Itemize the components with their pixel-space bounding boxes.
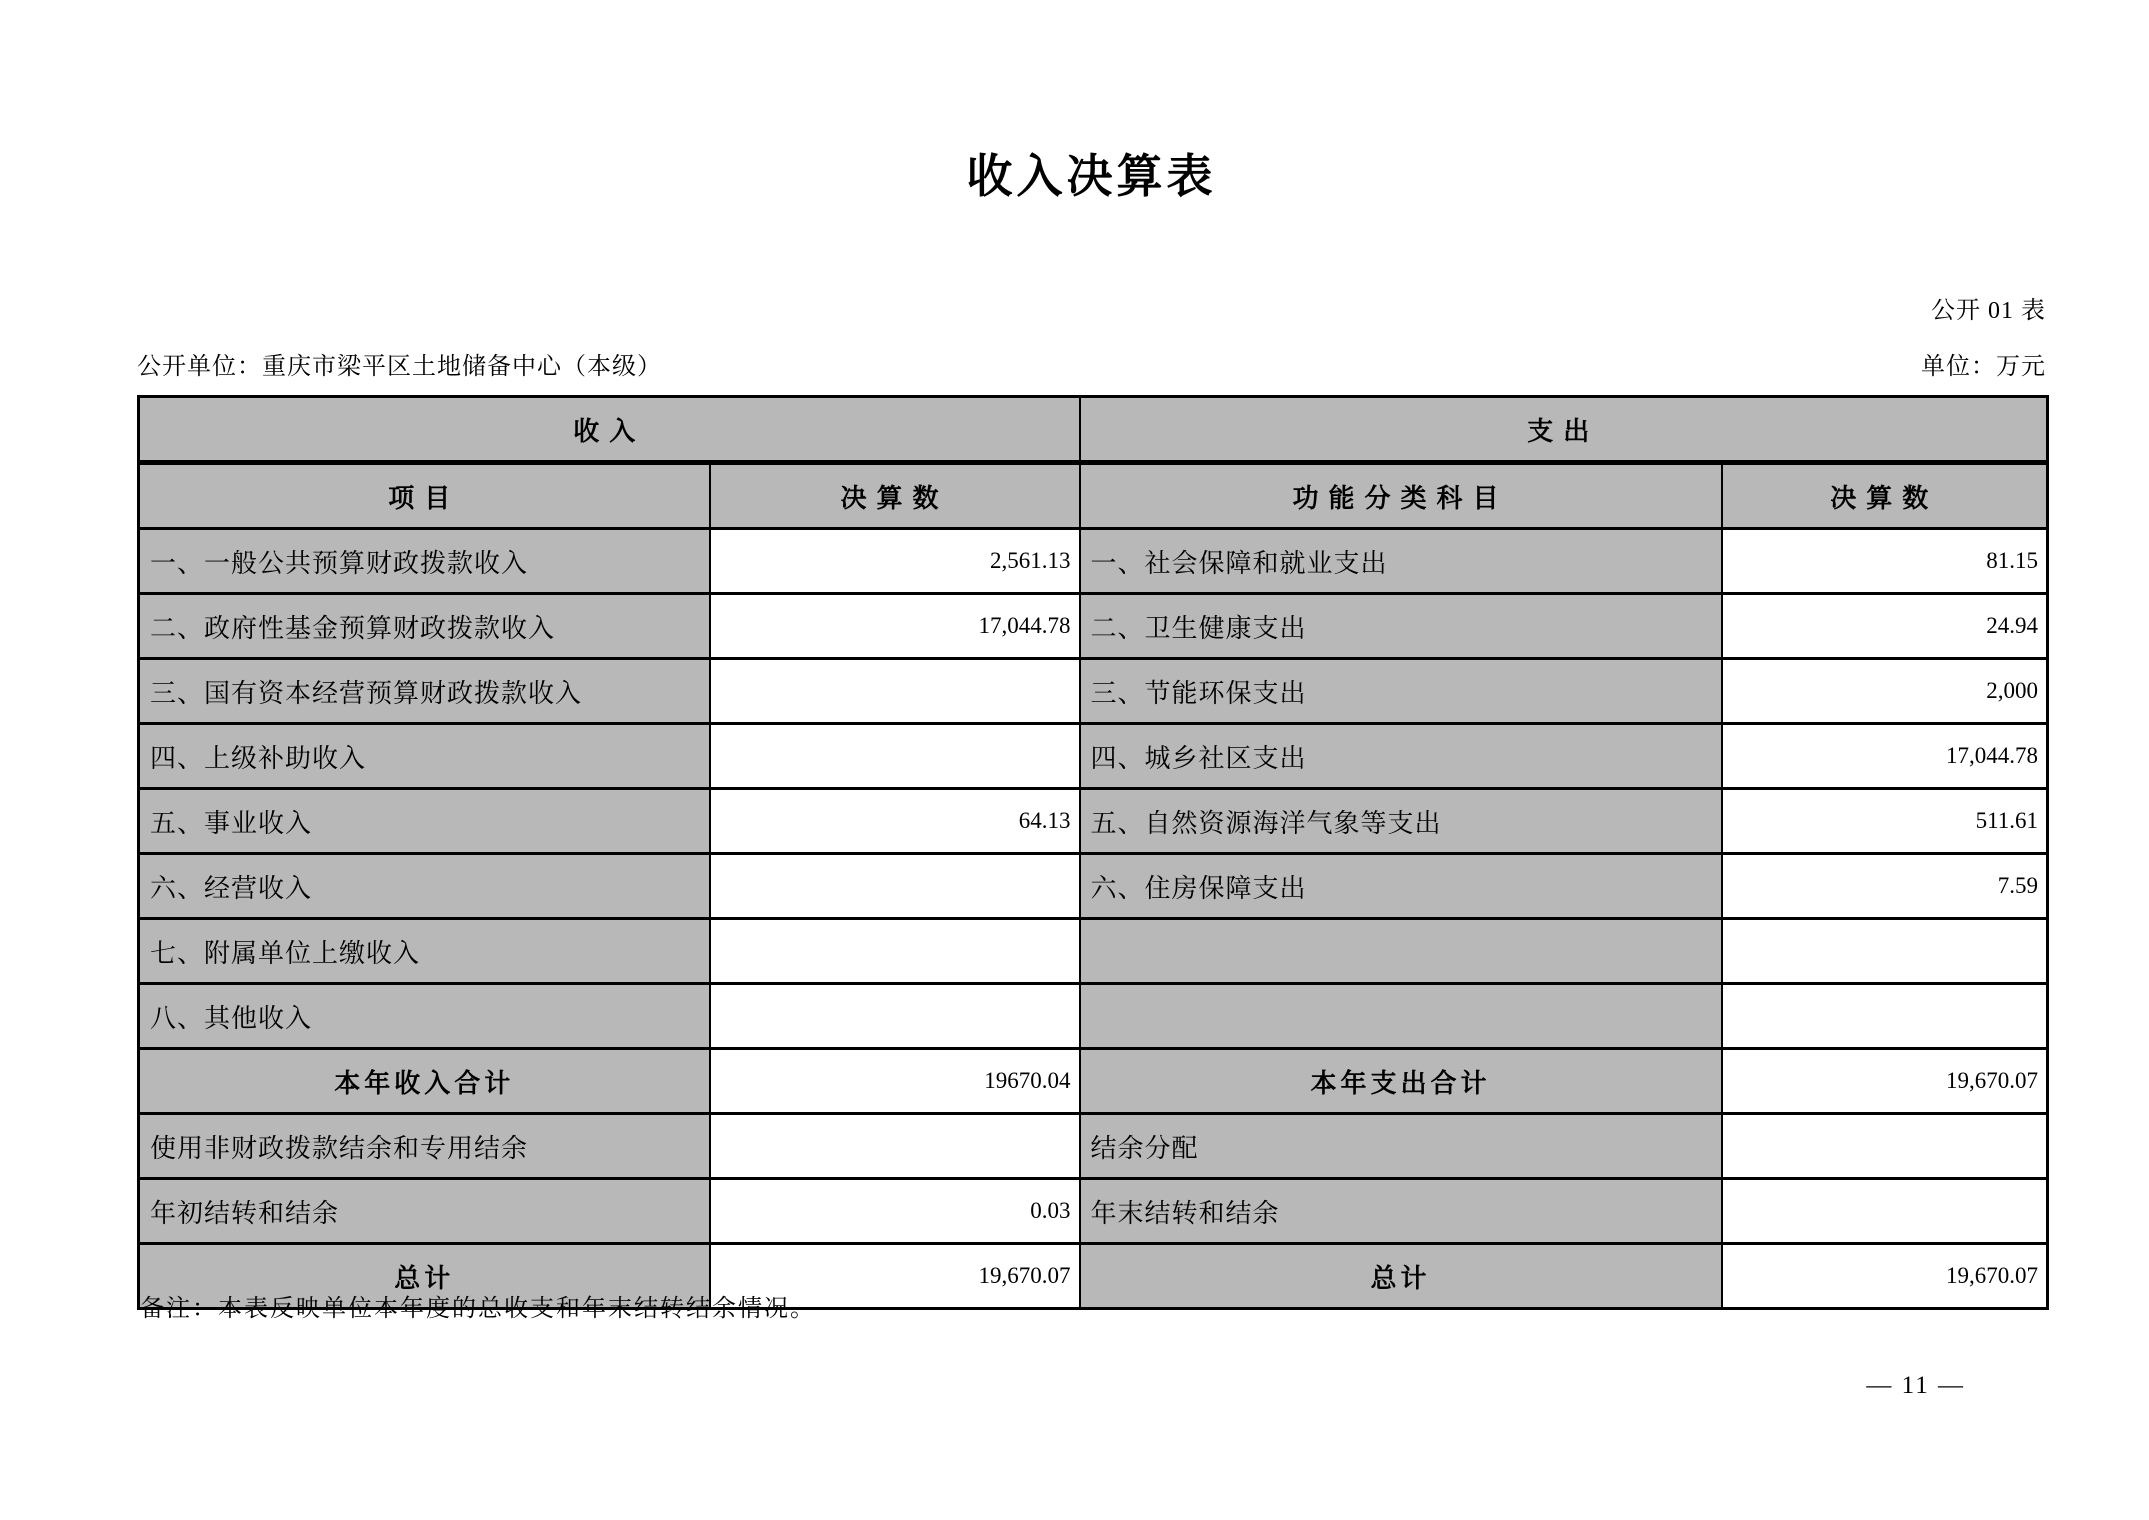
expense-total-label-cell: 本年支出合计 [1080, 1049, 1722, 1114]
expense-value-cell: 17,044.78 [1722, 724, 2048, 789]
table-row [139, 1114, 2048, 1179]
income-value-cell [710, 854, 1080, 919]
income-value-cell [710, 659, 1080, 724]
table-code-label: 公开 01 表 [1931, 298, 2046, 324]
expense-value-cell: 24.94 [1722, 594, 2048, 659]
table-row [139, 659, 2048, 724]
income-total-value-cell: 19670.04 [710, 1049, 1080, 1114]
income-item-cell: 三、国有资本经营预算财政拨款收入 [139, 659, 710, 724]
expense-item-cell: 结余分配 [1080, 1114, 1722, 1179]
income-item-column-header: 项目 [139, 463, 710, 529]
income-item-cell: 八、其他收入 [139, 984, 710, 1049]
income-item-cell: 七、附属单位上缴收入 [139, 919, 710, 984]
remark-note: 备注：本表反映单位本年度的总收支和年末结转结余情况。 [140, 1296, 816, 1322]
expense-value-cell [1722, 1114, 2048, 1179]
income-item-cell: 年初结转和结余 [139, 1179, 710, 1244]
expense-item-cell: 年末结转和结余 [1080, 1179, 1722, 1244]
annual-total-row [139, 1049, 2048, 1114]
page-number: — 11 — [1866, 1372, 1965, 1399]
income-value-cell [710, 984, 1080, 1049]
income-item-cell: 二、政府性基金预算财政拨款收入 [139, 594, 710, 659]
expense-item-column-header: 功能分类科目 [1080, 463, 1722, 529]
expense-item-cell: 一、社会保障和就业支出 [1080, 529, 1722, 594]
expense-item-cell [1080, 984, 1722, 1049]
section-header-row [139, 397, 2048, 463]
income-value-cell: 64.13 [710, 789, 1080, 854]
table-row [139, 594, 2048, 659]
expense-item-cell: 四、城乡社区支出 [1080, 724, 1722, 789]
income-section-header: 收入 [139, 397, 1080, 463]
table-row [139, 789, 2048, 854]
table-row [139, 1179, 2048, 1244]
expense-item-cell: 五、自然资源海洋气象等支出 [1080, 789, 1722, 854]
final-accounts-table [137, 395, 2049, 1310]
expense-item-cell [1080, 919, 1722, 984]
income-grand-total-label-cell: 总计 [139, 1244, 710, 1309]
expense-section-header: 支出 [1080, 397, 2048, 463]
meta-row [137, 346, 2046, 381]
table-row [139, 724, 2048, 789]
expense-value-cell: 81.15 [1722, 529, 2048, 594]
income-value-column-header: 决算数 [710, 463, 1080, 529]
expense-item-cell: 六、住房保障支出 [1080, 854, 1722, 919]
publish-unit-label: 公开单位：重庆市梁平区土地储备中心（本级） [137, 354, 662, 380]
expense-value-cell: 511.61 [1722, 789, 2048, 854]
expense-value-cell: 2,000 [1722, 659, 2048, 724]
income-item-cell: 使用非财政拨款结余和专用结余 [139, 1114, 710, 1179]
expense-value-cell [1722, 1179, 2048, 1244]
income-value-cell: 2,561.13 [710, 529, 1080, 594]
income-value-cell: 0.03 [710, 1179, 1080, 1244]
expense-value-cell: 7.59 [1722, 854, 2048, 919]
income-total-label-cell: 本年收入合计 [139, 1049, 710, 1114]
table-row [139, 854, 2048, 919]
expense-value-cell [1722, 919, 2048, 984]
table-row [139, 919, 2048, 984]
income-value-cell [710, 919, 1080, 984]
income-item-cell: 四、上级补助收入 [139, 724, 710, 789]
income-item-cell: 六、经营收入 [139, 854, 710, 919]
expense-grand-total-value-cell: 19,670.07 [1722, 1244, 2048, 1309]
expense-grand-total-label-cell: 总计 [1080, 1244, 1722, 1309]
table-row [139, 984, 2048, 1049]
table-row [139, 529, 2048, 594]
income-value-cell [710, 1114, 1080, 1179]
expense-value-cell [1722, 984, 2048, 1049]
column-header-row [139, 463, 2048, 529]
expense-total-value-cell: 19,670.07 [1722, 1049, 2048, 1114]
income-item-cell: 一、一般公共预算财政拨款收入 [139, 529, 710, 594]
page-title: 收入决算表 [966, 151, 1217, 202]
income-grand-total-value-cell: 19,670.07 [710, 1244, 1080, 1309]
income-value-cell: 17,044.78 [710, 594, 1080, 659]
expense-value-column-header: 决算数 [1722, 463, 2048, 529]
expense-item-cell: 二、卫生健康支出 [1080, 594, 1722, 659]
currency-unit-label: 单位：万元 [1921, 354, 2046, 380]
income-value-cell [710, 724, 1080, 789]
income-item-cell: 五、事业收入 [139, 789, 710, 854]
expense-item-cell: 三、节能环保支出 [1080, 659, 1722, 724]
